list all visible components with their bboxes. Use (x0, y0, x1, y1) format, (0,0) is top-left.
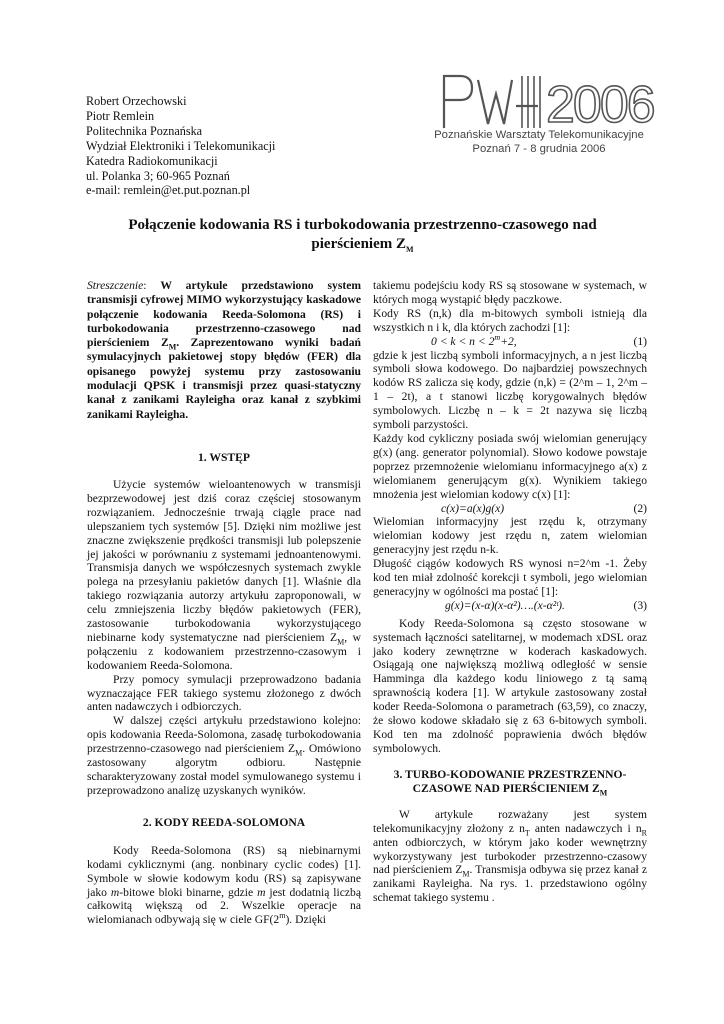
equation-body (373, 332, 517, 349)
subscript: T (524, 828, 530, 838)
paper-title (90, 216, 635, 254)
paragraph (87, 478, 361, 673)
paragraph: Wielomian informacyjny jest rzędu k, otrzymany wielomian kodowy jest rzędu n, zatem wielomian generacyjny jest rzędu n-k. (373, 515, 647, 557)
pwt-logo-graphic (438, 66, 654, 134)
heading-line: 3. TURBO-KODOWANIE PRZESTRZENNO- (393, 767, 627, 781)
subscript: M (462, 869, 470, 879)
paragraph: takiemu podejściu kody RS są stosowane w systemach, w których mogą wystąpić błędy paczkowe. (373, 279, 647, 306)
affil-line: Robert Orzechowski (86, 94, 187, 108)
title-line-1: Połączenie kodowania RS i turbokodowania przestrzenno-czasowego nad (128, 217, 597, 233)
paragraph (373, 808, 647, 905)
affil-line: Piotr Remlein (86, 108, 155, 123)
text: . Omówiono zastosowany algorytm odbioru. Następnie scharakteryzowany został model symulowanego systemu i przeprowadzono analizę uzyskanych wyników. (87, 742, 362, 797)
math-var: m (257, 885, 266, 899)
equation-body: c(x)=a(x)g(x) (441, 501, 505, 515)
equation-2 (373, 502, 647, 516)
paragraph: Kody Reeda-Solomona są często stosowane w systemach łączności satelitarnej, w modemach xDSL oraz jako kodery zewnętrzne w koderach kaskadowych. Osiągają one największą możliwą odległość w sensie Hamminga dla każdego kodu liniowego z tą samą sprawnością kodera [1]. W artykule zastosowany został koder Reeda-Solomona o parametrach (63,59), co znaczy, że słowo kodowe składało się z 63 6-bitowych symboli. Kod ten ma zdolność poprawienia dwóch błędów symbolowych. (373, 616, 647, 755)
equation-number: (2) (633, 501, 647, 515)
heading-subscript: M (599, 788, 608, 798)
text: jest dodatnią liczbą całkowitą większą od 2. Wszelkie operacje na wielomianach odbywają się w ciele GF(2 (87, 885, 361, 927)
abstract-sub: M (168, 342, 177, 352)
text: Kody Reeda-Solomona (RS) są niebinarnymi kodami cyklicznymi (ang. nonbinary cyclic codes) [1]. Symbole w słowie kodowym kodu (RS) są zapisywane jako (87, 843, 361, 899)
title-line-2 (90, 235, 635, 254)
paragraph (87, 714, 361, 797)
affil-line: Wydział Elektroniki i Telekomunikacji (86, 138, 276, 153)
right-column (373, 279, 647, 905)
paragraph: Kody RS (n,k) dla m-bitowych symboli istnieją dla wszystkich n i k, dla których zachodzi [1]: (373, 306, 647, 334)
author-affiliation (86, 94, 275, 198)
affil-line: ul. Polanka 3; 60-965 Poznań (86, 168, 230, 183)
section-heading-2: 2. KODY REEDA-SOLOMONA (142, 815, 306, 829)
logo-year: 2006 (546, 76, 654, 134)
paragraph: gdzie k jest liczbą symboli informacyjnych, a n jest liczbą symboli słowa kodowego. Do najbardziej powszechnych kodów RS zalicza się kody, gdzie (n,k) = (2^m – 1, 2^m – 1 – 2t), a t stanowi liczbę korygowalnych błędów symbolowych. Liczbę n – k = 2t nazywa się liczbą symboli parzystości. (373, 348, 647, 432)
paragraph: Przy pomocy symulacji przeprowadzono badania wyznaczające FER takiego systemu złożonego z dwóch anten nadawczych i odbiorczych. (87, 672, 361, 714)
text: anten nadawczych i n (529, 821, 642, 835)
logo-caption-2: Poznań 7 - 8 grudnia 2006 (472, 143, 606, 155)
paragraph: Długość ciągów kodowych RS wynosi n=2^m -1. Żeby kod ten miał zdolność korekcji t symboli, jego wielomian generacyjny w ogólności ma postać [1]: (373, 557, 647, 598)
subscript: M (337, 637, 345, 647)
left-column (87, 279, 361, 927)
abstract-label: Streszczenie (87, 279, 144, 292)
equation-1 (373, 332, 647, 349)
text: W dalszej części artykułu przedstawiono kolejno: opis kodowania Reeda-Solomona, zasadę turbokodowania przestrzenno-czasowego nad pierścieniem Z (87, 714, 361, 756)
affil-line: Politechnika Poznańska (86, 123, 203, 138)
abstract-text-2: . Zaprezentowano wyniki badań symulacyjnych pakietowej stopy błędów (FER) dla opisanego powyżej systemu przy zastosowaniu modulacji QPSK i transmisji przez quasi-statyczny kanał z zanikami Rayleigha oraz kanał z szybkimi zanikami Rayleigha. (87, 336, 361, 421)
text: -bitowe bloki binarne, gdzie (119, 885, 258, 899)
equation-number: (1) (633, 334, 647, 348)
text: Użycie systemów wieloantenowych w transmisji bezprzewodowej jest dziś coraz częściej stosowanym rozwiązaniem. Jednocześnie trwają ciągle prace nad ulepszaniem tych systemów [5]. Dzięki nim możliwe jest znaczne zwiększenie prędkości transmisji lub polepszenie jej jakości w porównaniu z systemami jednoantenowymi. Transmisja danych we współczesnych systemach zwykle polega na przesyłaniu pakietów danych [1]. Właśnie dla takiego rozwiązania autorzy artykułu zaproponowali, w celu zmniejszenia liczby błędów pakietowych (FER), zastosowanie turbokodowania wykorzystującego niebinarne kody systematyczne nad pierścieniem Z (87, 477, 361, 644)
heading-line (373, 782, 647, 796)
section-heading-3 (373, 768, 647, 796)
equation-number: (3) (633, 598, 647, 612)
superscript: m (279, 911, 286, 921)
text: anten odbiorczych, w którym jako koder wewnętrzny wykorzystywany jest turbokoder przestrzenno-czasowy nad pierścieniem Z (373, 835, 647, 877)
text: W artykule rozważany jest system telekomunikacyjny złożony z n (373, 807, 647, 835)
math: +2, (500, 334, 517, 348)
logo-caption-1: Poznańskie Warsztaty Telekomunikacyjne (434, 129, 644, 141)
heading-text: CZASOWE NAD PIERŚCIENIEM Z (412, 781, 600, 795)
abstract: Streszczenie: W artykule przedstawiono system transmisji cyfrowej MIMO wykorzystujący kaskadowe połączenie kodowania Reeda-Solomona (RS) i turbokodowania przestrzenno-czasowego nad pierścieniem $Z_M$. Zaprezentowano wyniki badań symulacyjnych pakietowej stopy błędów (FER) dla opisanego powyżej systemu przy zastosowaniu modulacji QPSK i transmisji przez quasi-statyczny kanał z zanikami Rayleigha oraz kanał z szybkimi zanikami Rayleigha. (87, 279, 361, 421)
abstract-text: W artykule przedstawiono system transmisji cyfrowej MIMO wykorzystujący kaskadowe połączenie kodowania Reeda-Solomona (RS) i turbokodowania przestrzenno-czasowego nad pierścieniem Z (87, 279, 361, 350)
math-var: m (110, 885, 120, 899)
title-text: pierścieniem Z (311, 236, 406, 252)
subscript: M (295, 748, 303, 758)
title-subscript: M (406, 245, 414, 254)
text: ). Dzięki (285, 913, 326, 927)
text: . Transmisja odbywa się przez kanał z zanikami Rayleigha. Na rys. 1. przedstawiono ogólny schemat takiego systemu . (373, 863, 647, 905)
superscript: m (494, 332, 501, 342)
math: 0 < k < n < 2 (431, 334, 495, 348)
paragraph (87, 844, 361, 927)
affil-line: Katedra Radiokomunikacji (86, 153, 218, 168)
subscript: R (641, 828, 648, 838)
section-heading-1: 1. WSTĘP (198, 450, 250, 464)
text: , w połączeniu z kodowaniem przestrzenno-czasowym i kodowaniem Reeda-Solomona. (87, 630, 362, 672)
equation-3 (373, 599, 647, 613)
equation-body: g(x)=(x-α)(x-α²)….(x-α²ᵗ). (445, 598, 565, 612)
conference-logo (434, 66, 654, 161)
paragraph: Każdy kod cykliczny posiada swój wielomian generujący g(x) (ang. generator polynomial). Słowo kodowe powstaje poprzez przemnożenie wielomianu informacyjnego a(x) z wielomianem generującym g(x). Wynikiem takiego mnożenia jest wielomian kodowy c(x) [1]: (373, 431, 647, 501)
affil-email: e-mail: remlein@et.put.poznan.pl (86, 183, 251, 198)
